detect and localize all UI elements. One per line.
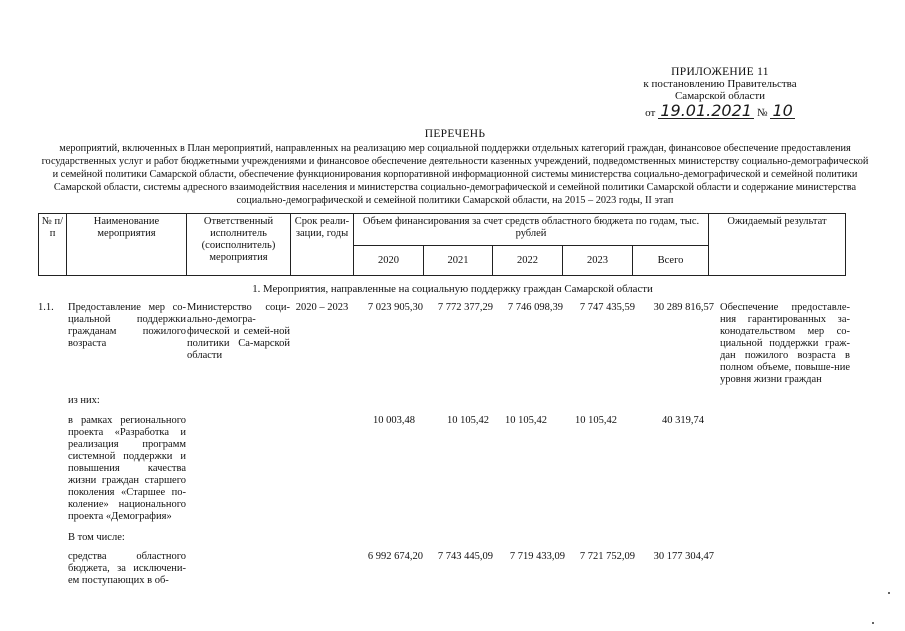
row1-num: 1.1. xyxy=(38,302,54,313)
row1-value-2023: 7 747 435,59 xyxy=(579,302,635,313)
row1-value-2021: 7 772 377,29 xyxy=(437,302,493,313)
row2-value-total: 40 319,74 xyxy=(662,415,704,426)
handwritten-number: 10 xyxy=(772,101,793,120)
header-num: № п/п xyxy=(39,214,67,276)
row2-name: в рамках регионального проекта «Разработка и реализация программ системной поддержки и повышения качества жизни граждан старшего поколения «Старшее по-коление» национального проекта «Демография» xyxy=(68,415,186,522)
row1-result: Обеспечение предоставле-ния гарантированных за-конодательством мер со-циальной поддержки граж-дан пожилого возраста в полном объеме, повыше-ние уровня жизни граждан xyxy=(720,302,850,385)
header-year-2020: 2020 xyxy=(354,246,424,276)
appendix-line-2: Самарской области xyxy=(674,90,766,102)
handwritten-date: 19.01.2021 xyxy=(660,101,752,120)
including-label: В том числе: xyxy=(68,532,125,543)
row1-executor: Министерство соци-ально-демогра-фической и семей-ной политики Са-марской области xyxy=(187,302,290,361)
document-heading xyxy=(40,128,870,207)
document-subtitle: мероприятий, включенных в План мероприятий, направленных на реализацию мер социальной поддержки отдельных категорий граждан, финансовое обеспечение предоставления государственных услуг и работ бюджетными учреждениями и финансовое обеспечение деятельности казенных учреждений, подведомственных министерству социально-демографической и семейной политики Самарской области, обеспечение функционирования корпоративной информационной системы министерства социально-демографической и семейной политики Самарской области, системы адресного взаимодействия населения и министерства социально-демографической и семейной политики Самарской области и содержание министерства социально-демографической и семейной политики Самарской области, на 2015 – 2023 годы, II этап xyxy=(41,143,869,206)
row1-term: 2020 – 2023 xyxy=(295,302,349,313)
header-year-2021: 2021 xyxy=(424,246,493,276)
scan-speck xyxy=(888,592,890,594)
row1-value-2022: 7 746 098,39 xyxy=(507,302,563,313)
row1-name: Предоставление мер со-циальной поддержки гражданам пожилого возраста xyxy=(68,302,186,349)
header-name: Наименование мероприятия xyxy=(67,214,187,276)
appendix-block xyxy=(620,66,820,119)
row3-value-2022: 7 719 433,09 xyxy=(509,551,565,562)
number-prefix: № xyxy=(756,107,768,119)
header-result: Ожидаемый результат xyxy=(709,214,846,276)
row2-value-2021: 10 105,42 xyxy=(447,415,489,426)
appendix-dateline xyxy=(620,101,820,120)
row3-value-total: 30 177 304,47 xyxy=(653,551,714,562)
row2-value-2022: 10 105,42 xyxy=(505,415,547,426)
header-year-2023: 2023 xyxy=(563,246,633,276)
header-term: Срок реали-зации, годы xyxy=(291,214,354,276)
header-year-2022: 2022 xyxy=(493,246,563,276)
section-title: 1. Мероприятия, направленные на социальную поддержку граждан Самарской области xyxy=(252,283,653,295)
appendix-title: ПРИЛОЖЕНИЕ 11 xyxy=(671,66,769,78)
scan-speck xyxy=(872,622,874,624)
row1-value-total: 30 289 816,57 xyxy=(653,302,714,313)
row3-name: средства областного бюджета, за исключени-ем поступающих в об- xyxy=(68,551,186,586)
table-header xyxy=(38,213,846,276)
row3-value-2023: 7 721 752,09 xyxy=(579,551,635,562)
document-title: ПЕРЕЧЕНЬ xyxy=(424,128,486,140)
date-prefix: от xyxy=(645,107,656,119)
row2-value-2020: 10 003,48 xyxy=(373,415,415,426)
header-total: Всего xyxy=(633,246,709,276)
header-executor: Ответственный исполнитель (соисполнитель) мероприятия xyxy=(187,214,291,276)
of-them-label: из них: xyxy=(68,395,100,406)
appendix-line-1: к постановлению Правительства xyxy=(643,78,797,90)
row3-value-2021: 7 743 445,09 xyxy=(437,551,493,562)
header-funding: Объем финансирования за счет средств областного бюджета по годам, тыс. рублей xyxy=(354,214,709,246)
row3-value-2020: 6 992 674,20 xyxy=(367,551,423,562)
row1-value-2020: 7 023 905,30 xyxy=(367,302,423,313)
row2-value-2023: 10 105,42 xyxy=(575,415,617,426)
